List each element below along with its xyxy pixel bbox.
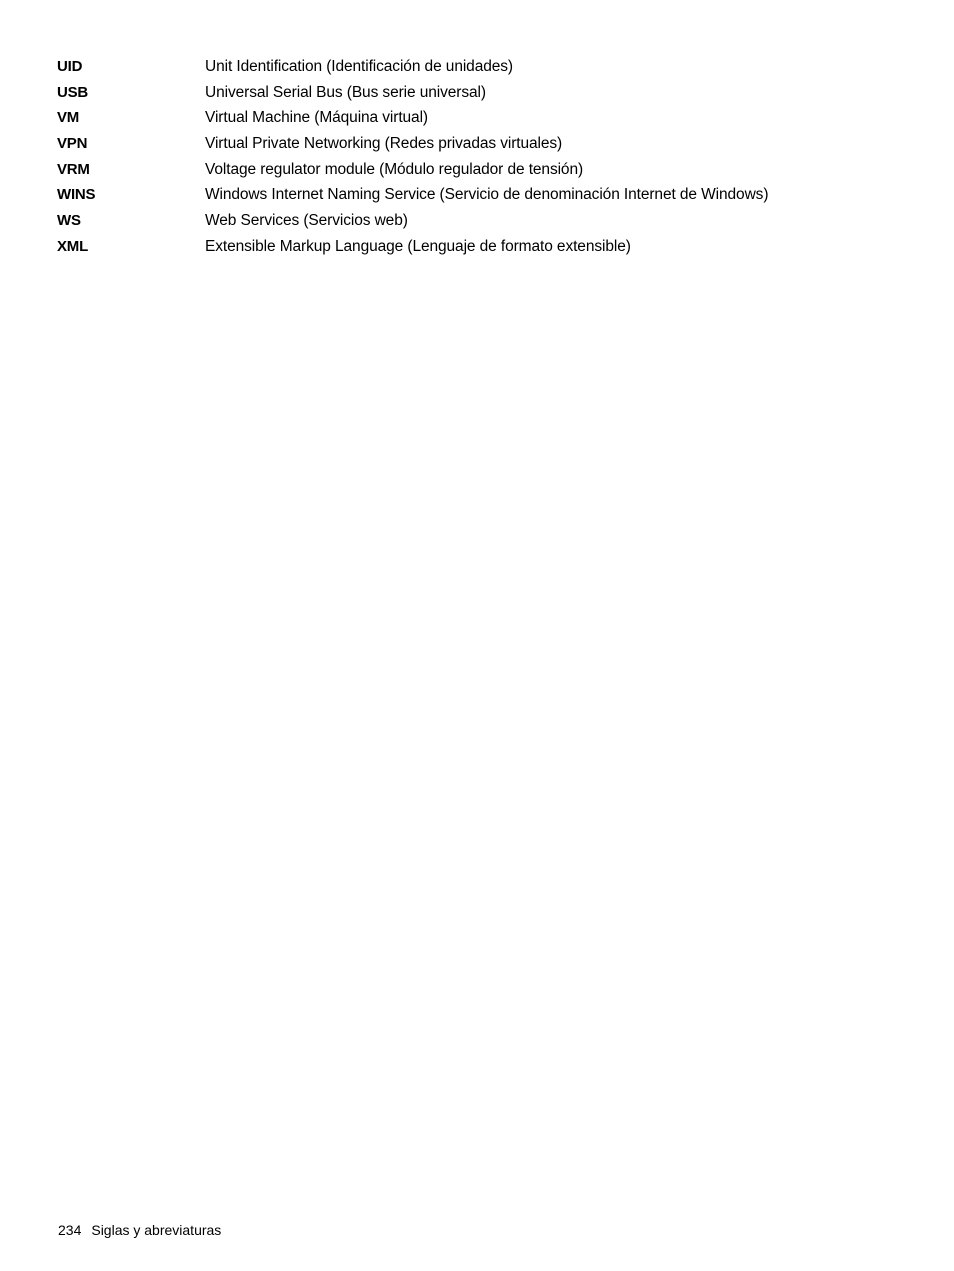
glossary-term: VPN [57,135,88,153]
page-number: 234 [58,1222,82,1238]
glossary-entry [57,54,917,80]
glossary-entry [57,105,917,131]
glossary-definition: Web Services (Servicios web) [205,212,408,230]
glossary-list [57,54,917,260]
glossary-term: UID [57,58,83,75]
glossary-definition: Virtual Private Networking (Redes privadas virtuales) [205,135,563,153]
glossary-entry [57,182,917,208]
glossary-definition: Extensible Markup Language (Lenguaje de formato extensible) [205,237,631,255]
glossary-definition: Universal Serial Bus (Bus serie universal) [205,83,486,101]
glossary-term: USB [57,83,89,101]
glossary-definition: Unit Identification (Identificación de unidades) [205,58,513,75]
glossary-term: WINS [57,186,96,204]
glossary-definition: Windows Internet Naming Service (Servicio de denominación Internet de Windows) [205,186,769,204]
glossary-definition: Virtual Machine (Máquina virtual) [205,109,428,127]
glossary-entry [57,80,917,106]
glossary-entry [57,157,917,183]
footer-section-title: Siglas y abreviaturas [91,1222,222,1238]
glossary-term: XML [57,237,89,255]
glossary-entry [57,208,917,234]
glossary-term: WS [57,212,81,230]
glossary-entry [57,131,917,157]
glossary-entry [57,234,917,260]
page-footer [58,1222,221,1238]
glossary-term: VM [57,109,80,127]
glossary-definition: Voltage regulator module (Módulo regulador de tensión) [205,160,584,178]
glossary-term: VRM [57,160,90,178]
